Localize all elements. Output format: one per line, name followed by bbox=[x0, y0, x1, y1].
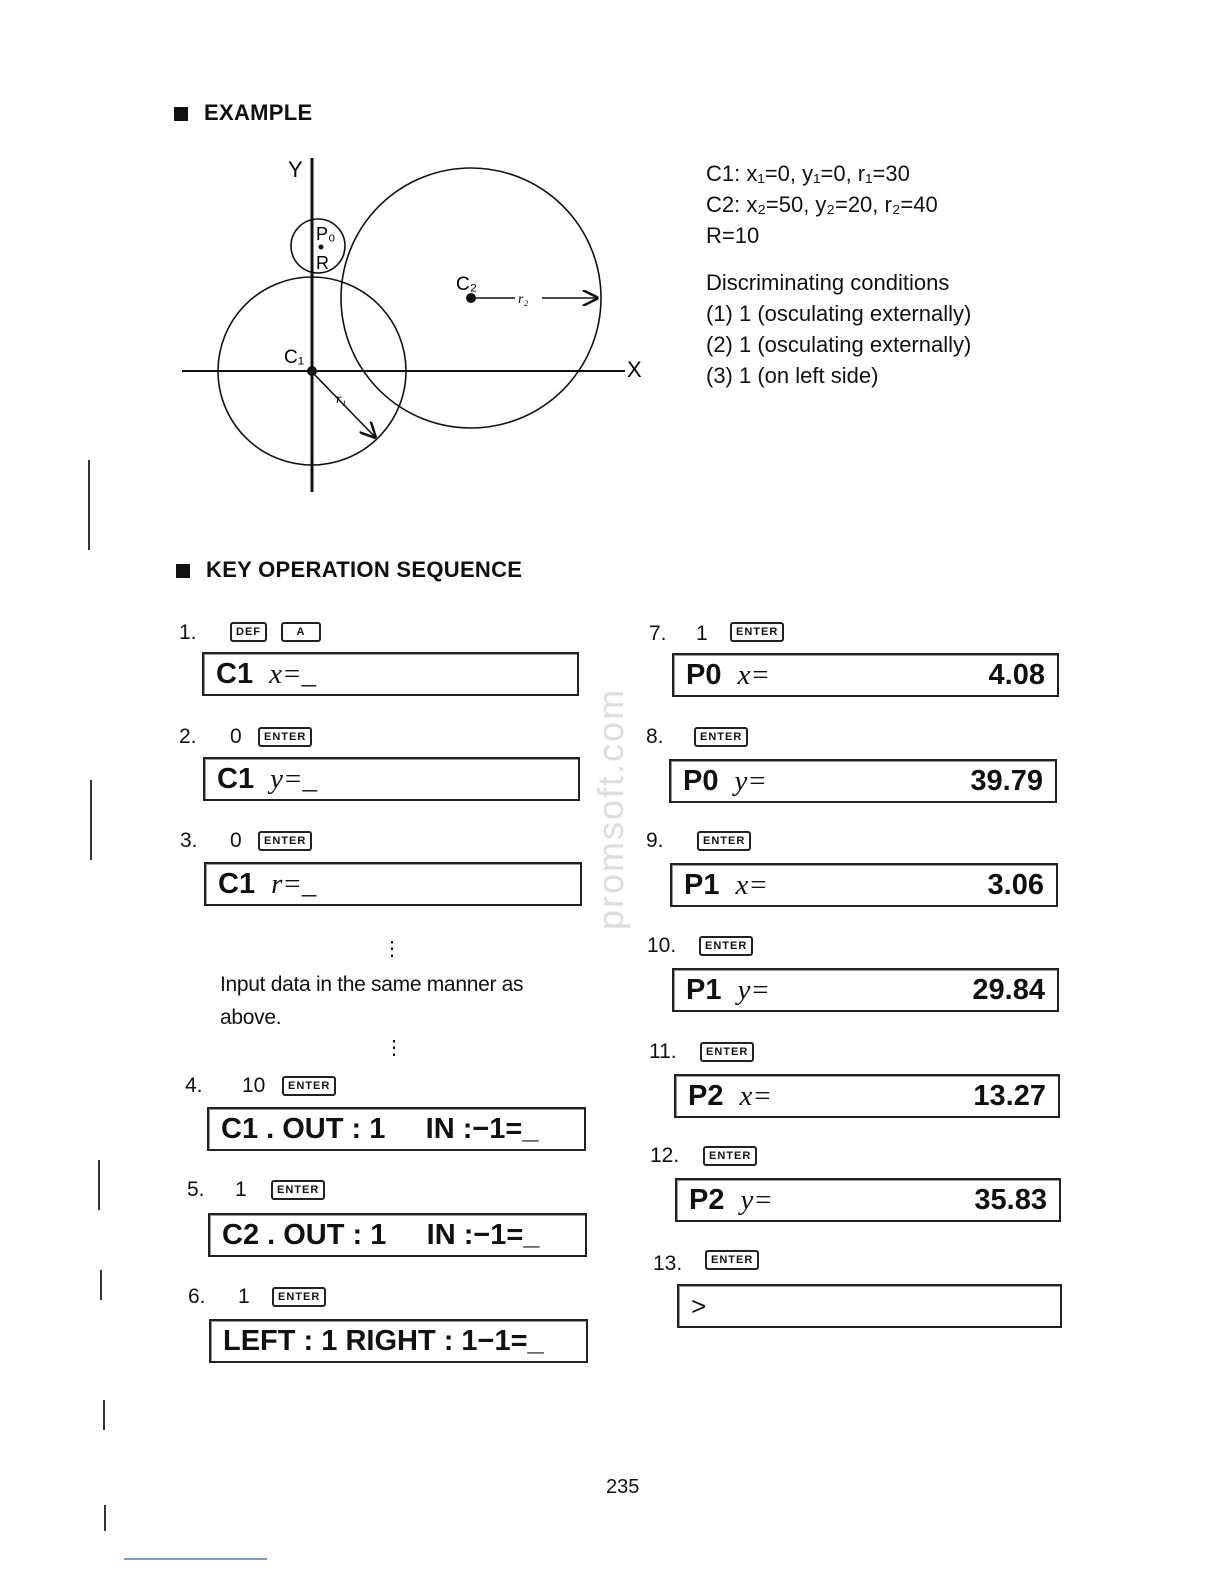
conditions-title: Discriminating conditions bbox=[706, 270, 950, 295]
step-2-number: 2. bbox=[179, 725, 197, 748]
enter-key: ENTER bbox=[272, 1287, 326, 1307]
circles-diagram bbox=[170, 150, 660, 500]
example-heading bbox=[174, 100, 312, 126]
lcd-step-6: LEFT : 1 RIGHT : 1−1=_ bbox=[209, 1319, 588, 1363]
page-number: 235 bbox=[606, 1476, 640, 1498]
ellipsis-top: ⋮ bbox=[382, 938, 402, 960]
lcd-value: 3.06 bbox=[987, 868, 1044, 901]
lcd-label: C1 bbox=[218, 867, 256, 900]
condition-2: (2) 1 (osculating externally) bbox=[706, 332, 972, 357]
step-5-number: 5. bbox=[187, 1178, 205, 1201]
note-line-1: Input data in the same manner as bbox=[220, 973, 524, 996]
enter-key: ENTER bbox=[271, 1180, 325, 1200]
lcd-step-13: > bbox=[677, 1284, 1062, 1328]
lcd-step-7 bbox=[672, 653, 1059, 697]
enter-key: ENTER bbox=[697, 831, 751, 851]
enter-key: ENTER bbox=[258, 831, 312, 851]
step-8-number: 8. bbox=[646, 725, 664, 748]
step-6-value: 1 bbox=[238, 1285, 250, 1308]
spec-block bbox=[706, 158, 971, 391]
c1-label: C₁ bbox=[284, 347, 305, 368]
lcd-variable: x= bbox=[737, 658, 770, 691]
watermark: promsoft.com bbox=[590, 687, 631, 930]
lcd-step-10 bbox=[672, 968, 1059, 1012]
margin-mark bbox=[100, 1270, 102, 1300]
enter-key: ENTER bbox=[700, 1042, 754, 1062]
step-6-number: 6. bbox=[188, 1285, 206, 1308]
p0-label: P₀ bbox=[316, 224, 336, 244]
lcd-variable: y= bbox=[734, 764, 767, 797]
sequence-heading-text: KEY OPERATION SEQUENCE bbox=[206, 557, 523, 582]
lcd-variable: y=_ bbox=[270, 762, 318, 795]
lcd-step-9 bbox=[670, 863, 1058, 907]
lcd-variable: y= bbox=[737, 973, 770, 1006]
lcd-step-5: C2 . OUT : 1 IN :−1=_ bbox=[208, 1213, 587, 1257]
lcd-variable: x= bbox=[735, 868, 768, 901]
lcd-label: C1 bbox=[216, 657, 254, 690]
lcd-step-1 bbox=[202, 652, 579, 696]
bottom-rule bbox=[124, 1558, 267, 1560]
spec-c1: C1: x₁=0, y₁=0, r₁=30 bbox=[706, 161, 910, 186]
example-heading-text: EXAMPLE bbox=[204, 100, 313, 125]
center-p0 bbox=[319, 245, 324, 250]
bullet-icon bbox=[174, 107, 188, 121]
lcd-variable: r=_ bbox=[271, 867, 317, 900]
lcd-label: P0 bbox=[683, 764, 719, 797]
lcd-label: P0 bbox=[686, 658, 722, 691]
step-3-number: 3. bbox=[180, 829, 198, 852]
margin-mark bbox=[98, 1160, 100, 1210]
step-13-number: 13. bbox=[653, 1252, 683, 1275]
lcd-label: P1 bbox=[686, 973, 722, 1006]
r1-label: r₁ bbox=[336, 392, 347, 407]
lcd-variable: y= bbox=[740, 1183, 773, 1216]
lcd-value: 4.08 bbox=[988, 658, 1045, 691]
step-7-number: 7. bbox=[649, 622, 667, 645]
lcd-label: P2 bbox=[688, 1079, 724, 1112]
enter-key: ENTER bbox=[703, 1146, 757, 1166]
enter-key: ENTER bbox=[282, 1076, 336, 1096]
step-2-value: 0 bbox=[230, 725, 242, 748]
c2-label: C₂ bbox=[456, 274, 478, 295]
step-3-value: 0 bbox=[230, 829, 242, 852]
lcd-label: C1 bbox=[217, 762, 255, 795]
step-1-number: 1. bbox=[179, 621, 197, 644]
note-line-2: above. bbox=[220, 1006, 282, 1029]
margin-mark bbox=[88, 460, 90, 550]
enter-key: ENTER bbox=[730, 622, 784, 642]
enter-key: ENTER bbox=[699, 936, 753, 956]
lcd-step-8 bbox=[669, 759, 1057, 803]
margin-mark bbox=[104, 1505, 106, 1531]
y-label: Y bbox=[288, 157, 303, 182]
enter-key: ENTER bbox=[258, 727, 312, 747]
def-key: DEF bbox=[230, 622, 267, 642]
a-key: A bbox=[281, 622, 321, 642]
r-label: R bbox=[316, 253, 329, 273]
step-7-value: 1 bbox=[696, 622, 708, 645]
spec-c2: C2: x₂=50, y₂=20, r₂=40 bbox=[706, 192, 938, 217]
step-5-value: 1 bbox=[235, 1178, 247, 1201]
condition-1: (1) 1 (osculating externally) bbox=[706, 301, 972, 326]
note bbox=[220, 968, 523, 1034]
bullet-icon bbox=[176, 564, 190, 578]
lcd-step-3 bbox=[204, 862, 582, 906]
sequence-heading bbox=[176, 557, 522, 583]
step-4-value: 10 bbox=[242, 1074, 266, 1097]
r2-label: r₂ bbox=[518, 292, 529, 307]
step-4-number: 4. bbox=[185, 1074, 203, 1097]
lcd-step-12 bbox=[675, 1178, 1061, 1222]
lcd-step-4: C1 . OUT : 1 IN :−1=_ bbox=[207, 1107, 586, 1151]
step-12-number: 12. bbox=[650, 1144, 680, 1167]
step-11-number: 11. bbox=[649, 1040, 677, 1063]
margin-mark bbox=[90, 780, 92, 860]
step-10-number: 10. bbox=[647, 934, 677, 957]
lcd-value: 35.83 bbox=[974, 1183, 1047, 1216]
lcd-variable: x=_ bbox=[269, 657, 317, 690]
step-9-number: 9. bbox=[646, 829, 664, 852]
lcd-variable: x= bbox=[739, 1079, 772, 1112]
enter-key: ENTER bbox=[694, 727, 748, 747]
lcd-step-11 bbox=[674, 1074, 1060, 1118]
lcd-value: 29.84 bbox=[972, 973, 1045, 1006]
lcd-label: P2 bbox=[689, 1183, 725, 1216]
spec-r: R=10 bbox=[706, 223, 760, 248]
condition-3: (3) 1 (on left side) bbox=[706, 363, 879, 388]
lcd-value: 13.27 bbox=[973, 1079, 1046, 1112]
enter-key: ENTER bbox=[705, 1250, 759, 1270]
lcd-step-2 bbox=[203, 757, 580, 801]
lcd-value: 39.79 bbox=[970, 764, 1043, 797]
lcd-label: P1 bbox=[684, 868, 720, 901]
margin-mark bbox=[103, 1400, 105, 1430]
ellipsis-bottom: ⋮ bbox=[384, 1037, 404, 1059]
x-label: X bbox=[627, 357, 642, 382]
